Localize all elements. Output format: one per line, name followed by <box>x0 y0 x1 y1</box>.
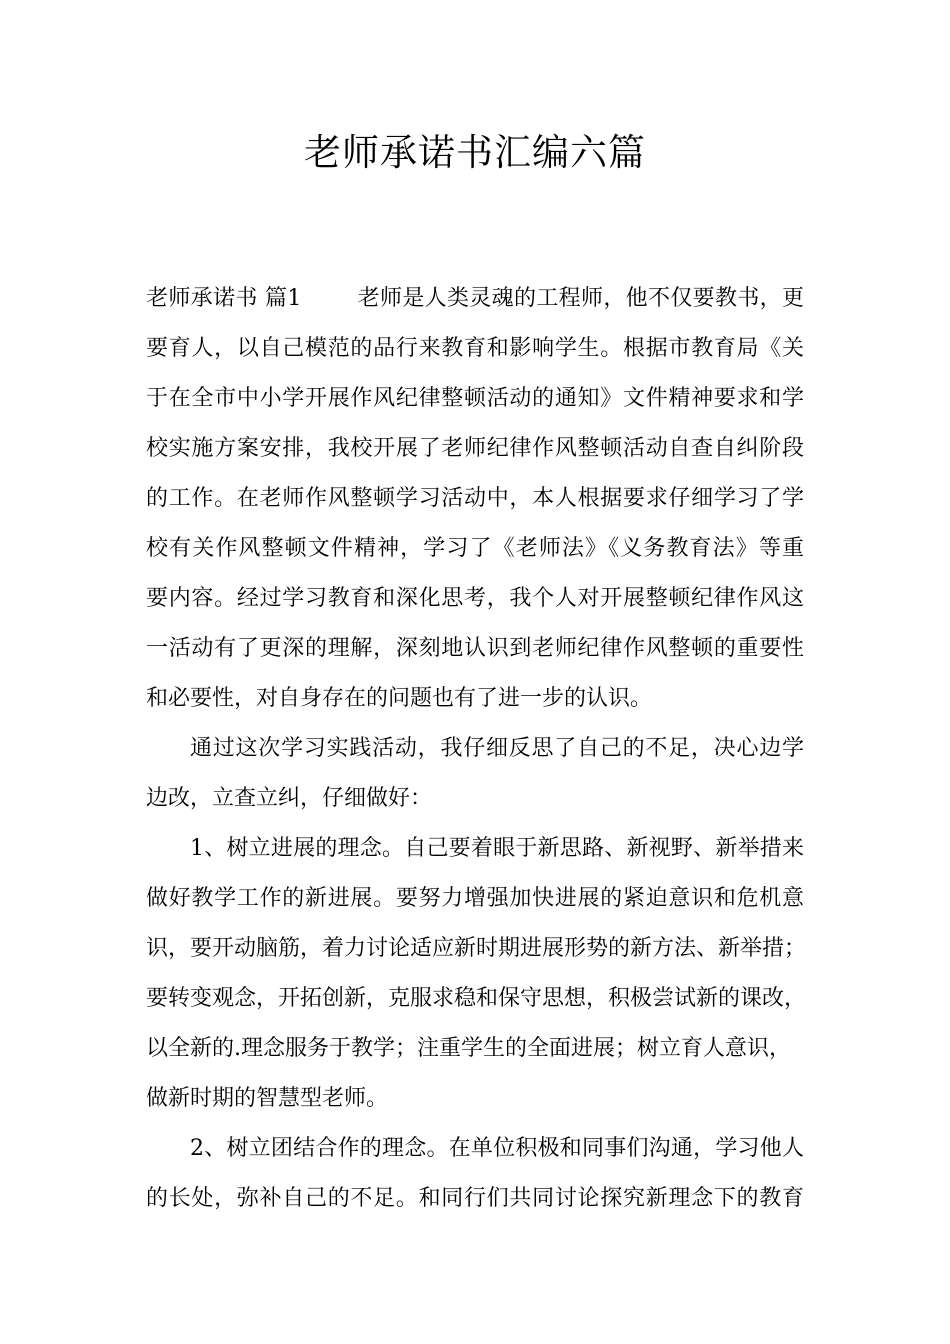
paragraph-line: 一活动有了更深的理解，深刻地认识到老师纪律作风整顿的重要性 <box>146 636 804 661</box>
intro-label: 老师承诺书 篇1 <box>146 286 302 311</box>
paragraph-line: 做新时期的智慧型老师。 <box>146 1086 389 1111</box>
document-title: 老师承诺书汇编六篇 <box>304 131 646 174</box>
paragraph-line: 通过这次学习实践活动，我仔细反思了自己的不足，决心边学 <box>190 736 804 761</box>
paragraph-line: 的工作。在老师作风整顿学习活动中，本人根据要求仔细学习了学 <box>146 486 804 511</box>
paragraph-line: 要转变观念，开拓创新，克服求稳和保守思想，积极尝试新的课改， <box>146 986 807 1011</box>
paragraph-line: 以全新的.理念服务于教学；注重学生的全面进展；树立育人意识， <box>146 1036 791 1061</box>
paragraph-line: 校有关作风整顿文件精神，学习了《老师法》《义务教育法》等重 <box>146 536 804 561</box>
paragraph-line: 和必要性，对自身存在的问题也有了进一步的认识。 <box>146 686 653 711</box>
paragraph-line: 2、树立团结合作的理念。在单位积极和同事们沟通，学习他人 <box>190 1136 804 1161</box>
paragraph-line: 的长处，弥补自己的不足。和同行们共同讨论探究新理念下的教育 <box>146 1186 804 1211</box>
paragraph-line: 边改，立查立纠，仔细做好： <box>146 786 433 811</box>
paragraph-line: 校实施方案安排，我校开展了老师纪律作风整顿活动自查自纠阶段 <box>146 436 804 461</box>
paragraph-line: 1、树立进展的理念。自己要着眼于新思路、新视野、新举措来 <box>190 836 804 861</box>
paragraph-text: 老师是人类灵魂的工程师，他不仅要教书，更 <box>357 286 804 311</box>
paragraph-line: 于在全市中小学开展作风纪律整顿活动的通知》文件精神要求和学 <box>146 386 804 411</box>
paragraph-line: 做好教学工作的新进展。要努力增强加快进展的紧迫意识和危机意 <box>146 886 804 911</box>
paragraph-line <box>146 284 804 314</box>
paragraph-line: 要内容。经过学习教育和深化思考，我个人对开展整顿纪律作风这 <box>146 586 804 611</box>
paragraph-line: 要育人，以自己模范的品行来教育和影响学生。根据市教育局《关 <box>146 336 804 361</box>
paragraph-line: 识，要开动脑筋，着力讨论适应新时期进展形势的新方法、新举措； <box>146 936 807 961</box>
